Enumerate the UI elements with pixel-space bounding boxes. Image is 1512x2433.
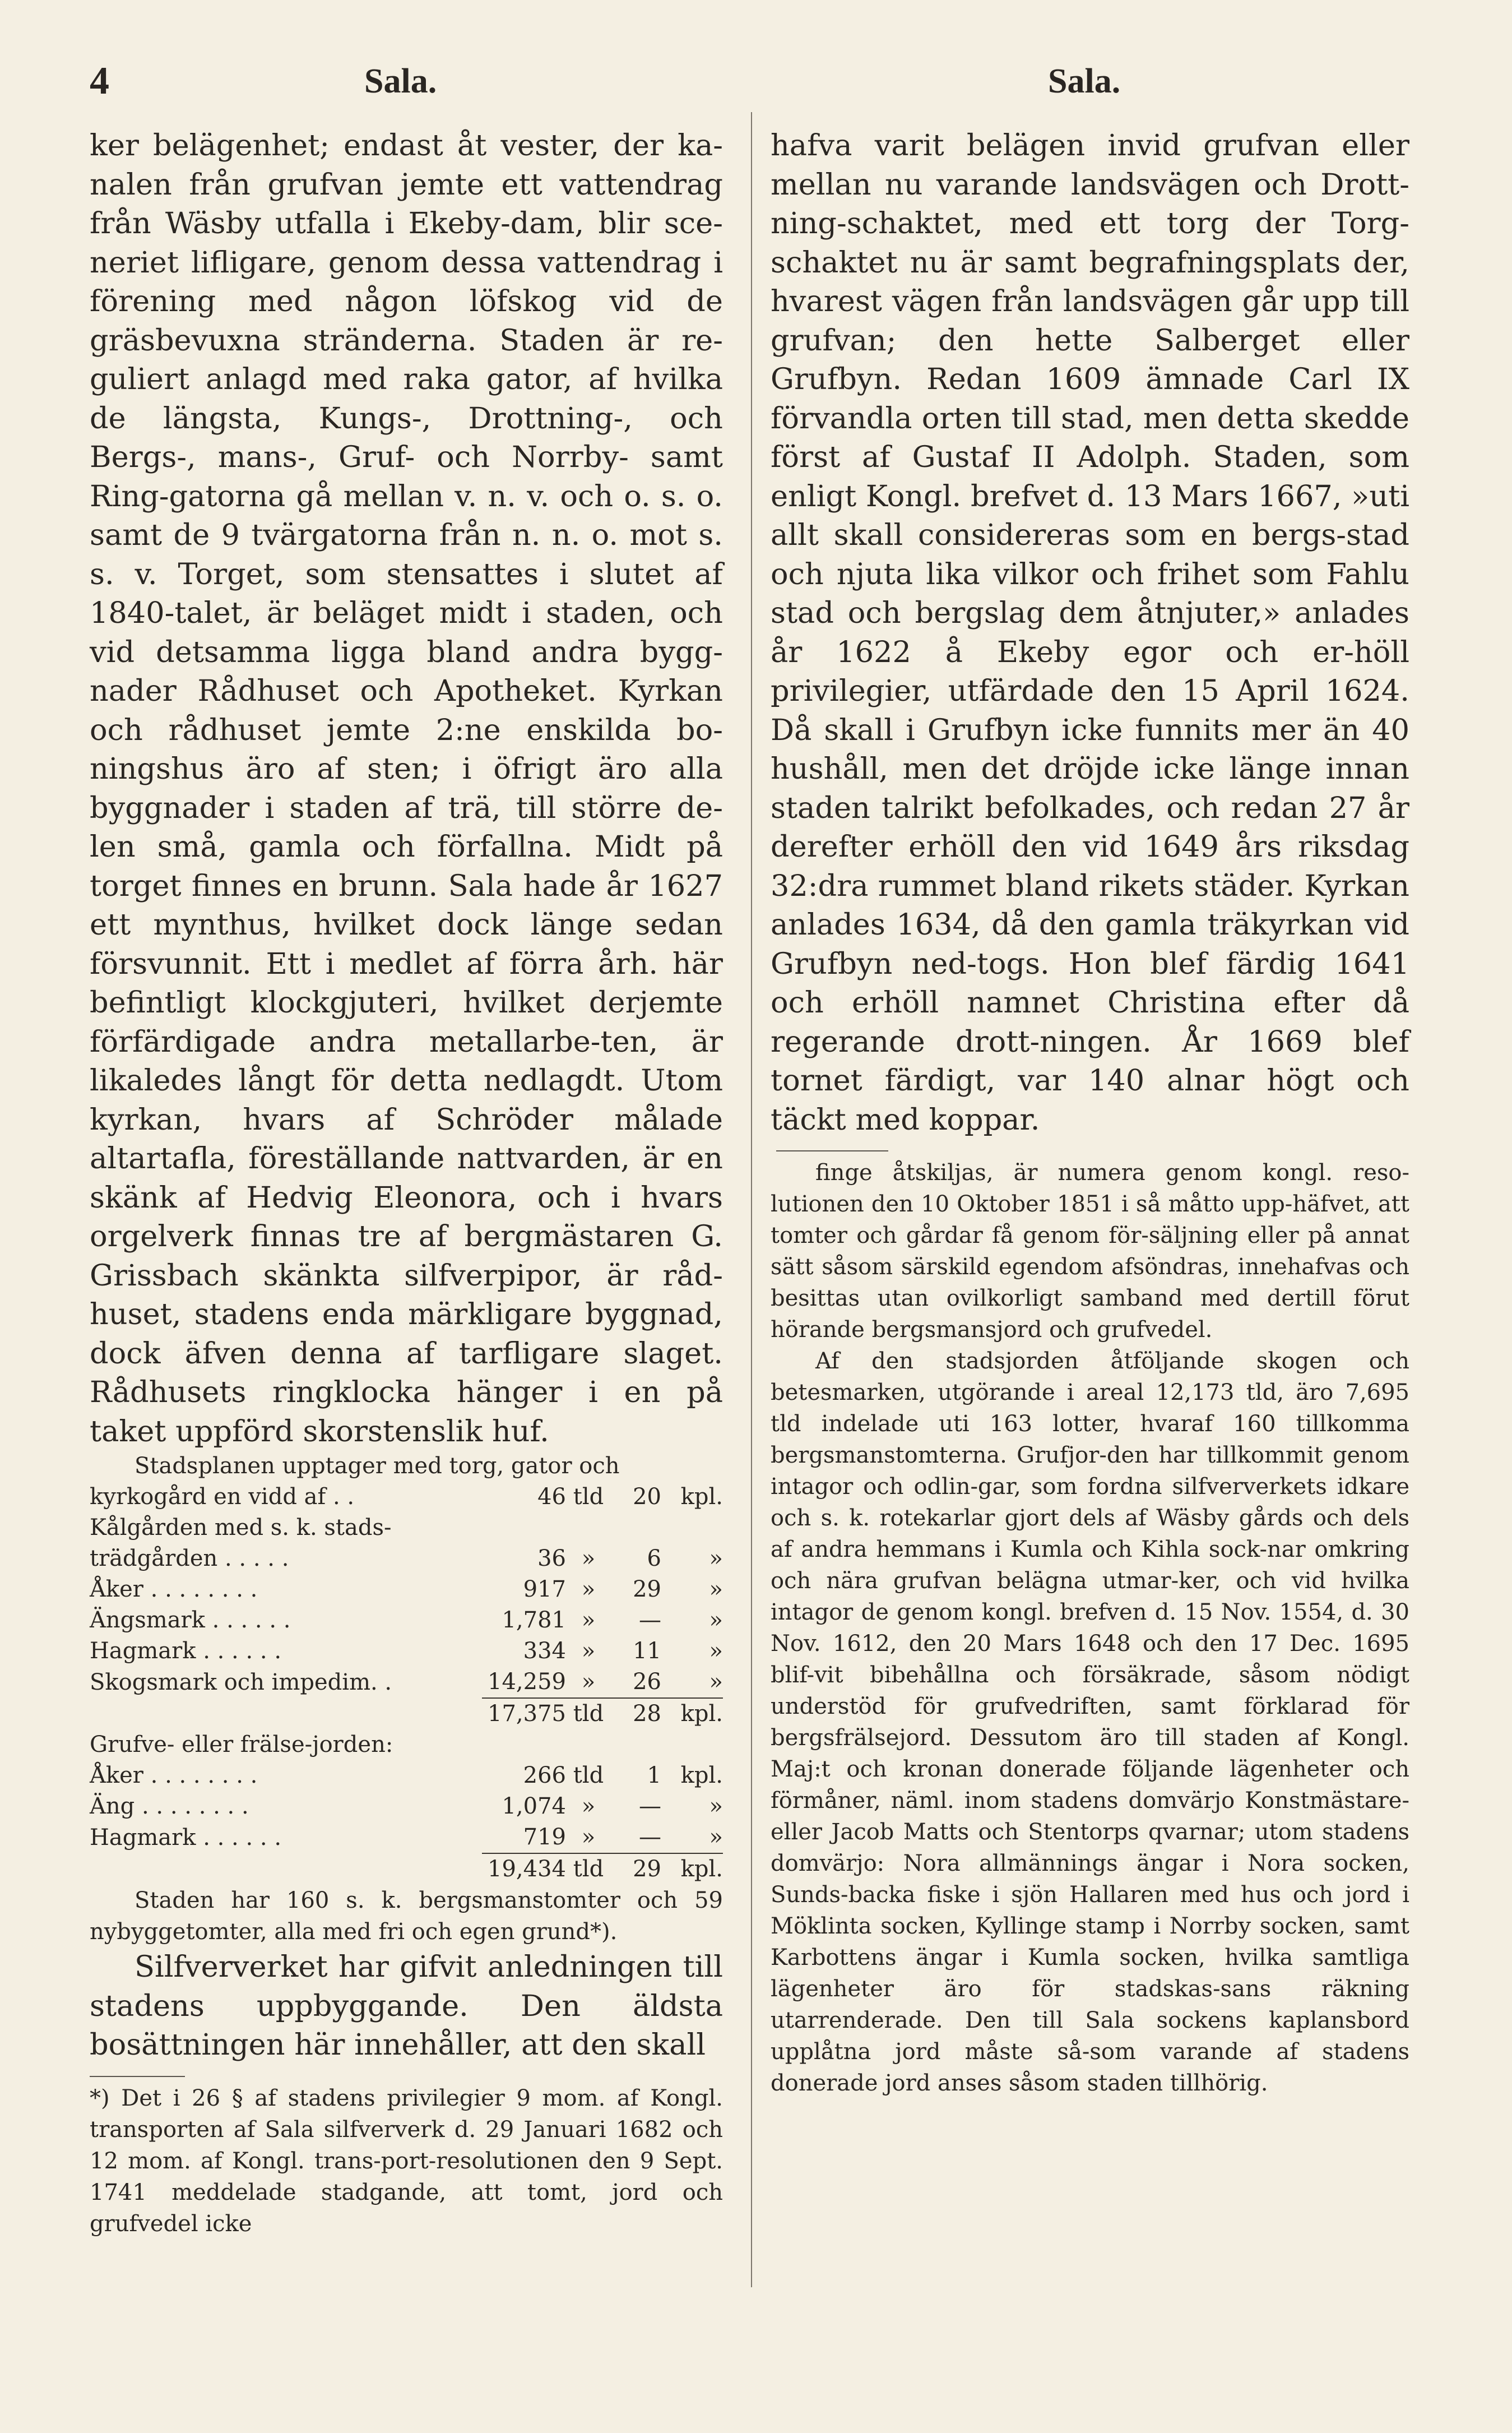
table-cell-label: Äng . . . . . . . . [90,1793,249,1819]
table-cell-v1: 14,259 [488,1669,566,1695]
table-cell-u2: » [709,1638,723,1664]
table-cell-v1: 1,074 [502,1793,566,1819]
table-cell-u2: kpl. [680,1763,723,1788]
table-row [90,1482,723,1512]
table-cell-u2: » [709,1607,723,1633]
footnote-rule [90,2076,185,2077]
footnote-rule-right [776,1150,888,1151]
table-row [90,1605,723,1636]
table-cell-v1: 719 [523,1824,566,1850]
footnote-continuation-1: finge åtskiljas, är numera genom kongl. reso-lutionen den 10 Oktober 1851 i så måtto upp-häfvet, att tomter och gårdar få genom för-säljning eller på annat sätt såsom särskild egendom afsöndras, innehafvas och besittas utan ovilkorligt samband med dertill förut hörande bergsmansjord och grufvedel. [771,1160,1409,1343]
stats-intro: Stadsplanen upptager med torg, gator och [134,1453,620,1479]
table-cell-u2: » [709,1576,723,1602]
table-cell-u2: » [709,1669,723,1695]
table-row [90,1822,723,1853]
table-row [90,1636,723,1667]
table-cell-u2: kpl. [680,1484,723,1510]
stats2-intro: Grufve- eller frälse-jorden: [90,1732,393,1757]
table-cell-v2: 11 [633,1638,661,1664]
right-column [771,126,1409,2099]
table-cell-u1: tld [573,1484,604,1510]
stats-total-1: 17,375 tld 28 kpl. [90,1698,723,1729]
table-cell-v2: 1 [647,1763,661,1788]
stats-note: Staden har 160 s. k. bergsmanstomter och 59 nybyggetomter, alla med fri och egen grund*). [90,1888,723,1945]
table-row [90,1791,723,1822]
table-cell-v1: 917 [523,1576,566,1602]
table-cell-u2: » [709,1824,723,1850]
table-cell-label: Kålgården med s. k. stads- [90,1515,392,1541]
table-cell-v1: 46 [537,1484,566,1510]
table-row [90,1512,723,1543]
table-cell-label: kyrkogård en vidd af . . [90,1484,355,1510]
table-cell-u1: » [581,1607,596,1633]
table-cell-v2: 29 [633,1576,661,1602]
stats-total-2: 19,434 tld 29 kpl. [90,1853,723,1885]
table-cell-label: Åker . . . . . . . . [90,1576,258,1602]
table-row [90,1543,723,1574]
table-cell-u1 [566,1512,611,1543]
column-divider [751,112,752,2287]
table-cell-v1: 1,781 [502,1607,566,1633]
table-cell-u1: » [581,1638,596,1664]
table-cell-label: Skogsmark och impedim. . [90,1669,392,1695]
table-cell-label: Hagmark . . . . . . [90,1638,282,1664]
table-cell-v2 [611,1512,661,1543]
table-cell-u1: » [581,1546,596,1571]
table-row [90,1574,723,1605]
running-head-right: Sala. [1048,62,1121,100]
left-column [90,126,723,2240]
table-cell-u2: » [709,1546,723,1571]
table-cell-u2 [661,1512,723,1543]
table-cell-u1: » [581,1669,596,1695]
table-cell-v2: — [639,1607,661,1633]
table-cell-label: Ängsmark . . . . . . [90,1607,291,1633]
running-head-left: Sala. [364,62,437,100]
left-paragraph-1: ker belägenhet; endast åt vester, der ka-nalen från grufvan jemte ett vattendrag från Wäsby utfalla i Ekeby-dam, blir sce-neriet lifligare, genom dessa vattendrag i förening med någon löfskog vid de gräsbevuxna stränderna. Staden är re-guliert anlagd med raka gator, af hvilka de längsta, Kungs-, Drottning-, och Bergs-, mans-, Gruf- och Norrby- samt Ring-gatorna gå mellan v. n. v. och o. s. o. samt de 9 tvärgatorna från n. n. o. mot s. s. v. Torget, som stensattes i slutet af 1840-talet, är beläget midt i staden, och vid detsamma ligga bland andra bygg-nader Rådhuset och Apotheket. Kyrkan och rådhuset jemte 2:ne enskilda bo-ningshus äro af sten; i öfrigt äro alla byggnader i staden af trä, till större de-len små, gamla och förfallna. Midt på torget finnes en brunn. Sala hade år 1627 ett mynthus, hvilket dock länge sedan försvunnit. Ett i medlet af förra årh. här befintligt klockgjuteri, hvilket derjemte förfärdigade andra metallarbe-ten, är likaledes långt för detta nedlagdt. Utom kyrkan, hvars af Schröder målade altartafla, föreställande nattvarden, är en skänk af Hedvig Eleonora, och i hvars orgelverk finnas tre af bergmästaren G. Grissbach skänkta silfverpipor, är råd-huset, stadens enda märkligare byggnad, dock äfven denna af tarfligare slaget. Rådhusets ringklocka hänger i en på taket uppförd skorstenslik huf. [90,128,723,1449]
table-cell-u1: » [581,1793,596,1819]
table-cell-v1: 36 [537,1546,566,1571]
land-area-table [90,1451,723,1885]
table-cell-v2: 26 [633,1669,661,1695]
table-cell-v2: 20 [633,1484,661,1510]
table-cell-label: Åker . . . . . . . . [90,1763,258,1788]
table-cell-label: trädgården . . . . . [90,1546,289,1571]
table-cell-v1: 334 [523,1638,566,1664]
table-cell-u1: » [581,1576,596,1602]
table-cell-u2: » [709,1793,723,1819]
table-row [90,1760,723,1791]
right-paragraph-1: hafva varit belägen invid grufvan eller mellan nu varande landsvägen och Drott-ning-schaktet, med ett torg der Torg-schaktet nu är samt begrafningsplats der, hvarest vägen från landsvägen går upp till grufvan; den hette Salberget eller Grufbyn. Redan 1609 ämnade Carl IX förvandla orten till stad, men detta skedde först af Gustaf II Adolph. Staden, som enligt Kongl. brefvet d. 13 Mars 1667, »uti allt skall considereras som en bergs-stad och njuta lika vilkor och frihet som Fahlu stad och bergslag dem åtnjuter,» anlades år 1622 å Ekeby egor och er-höll privilegier, utfärdade den 15 April 1624. Då skall i Grufbyn icke funnits mer än 40 hushåll, men det dröjde icke länge innan staden talrikt befolkades, och redan 27 år derefter erhöll den vid 1649 års riksdag 32:dra rummet bland rikets städer. Kyrkan anlades 1634, då den gamla träkyrkan vid Grufbyn ned-togs. Hon blef färdig 1641 och erhöll namnet Christina efter då regerande drott-ningen. År 1669 blef tornet färdigt, var 140 alnar högt och täckt med koppar. [771,128,1409,1137]
table-cell-v2: — [639,1824,661,1850]
table-cell-v2: — [639,1793,661,1819]
table-row [90,1667,723,1698]
table-cell-label: Hagmark . . . . . . [90,1825,282,1851]
left-paragraph-2: Silfververket har gifvit anledningen till stadens uppbyggande. Den äldsta bosättningen här innehåller, att den skall [90,1950,723,2062]
table-cell-u1: tld [573,1763,604,1788]
footnote: *) Det i 26 § af stadens privilegier 9 mom. af Kongl. transporten af Sala silfververk d. 29 Januari 1682 och 12 mom. af Kongl. trans-port-resolutionen den 9 Sept. 1741 meddelade stadgande, att tomt, jord och grufvedel icke [90,2085,723,2237]
table-cell-v1 [482,1512,566,1543]
page-number: 4 [90,59,109,103]
footnote-continuation-2: Af den stadsjorden åtföljande skogen och betesmarken, utgörande i areal 12,173 tld, äro 7,695 tld indelade uti 163 lotter, hvaraf 160 tillkomma bergsmanstomterna. Grufjor-den har tillkommit genom intagor och odlin-gar, som fordna silfververkets idkare och s. k. rotekarlar gjort dels af Wäsby gårds och dels af andra hemmans i Kumla och Kihla sock-nar omkring och nära grufvan belägna utmar-ker, och vid hvilka intagor de genom kongl. brefven d. 15 Nov. 1554, d. 30 Nov. 1612, den 20 Mars 1648 och den 17 Dec. 1695 blif-vit bibehållna och försäkrade, såsom nödigt understöd för grufvedriften, samt förklarad för bergsfrälsejord. Dessutom äro till staden af Kongl. Maj:t och kronan donerade följande lägenheter och förmåner, näml. inom stadens domvärjo Konstmästare- eller Jacob Matts och Stentorps qvarnar; utom stadens domvärjo: Nora allmännings ängar i Nora socken, Sunds-backa fiske i sjön Hallaren med hus och jord i Möklinta socken, Kyllinge stamp i Norrby socken, samt Karbottens ängar i Kumla socken, hvilka samtliga lägenheter äro för stadskas-sans räkning utarrenderade. Den till Sala sockens kaplansbord upplåtna jord måste så-som varande af stadens donerade jord anses såsom staden tillhörig. [771,1348,1409,2096]
table-cell-v2: 6 [647,1546,661,1571]
table-cell-u1: » [581,1824,596,1850]
table-cell-v1: 266 [523,1763,566,1788]
